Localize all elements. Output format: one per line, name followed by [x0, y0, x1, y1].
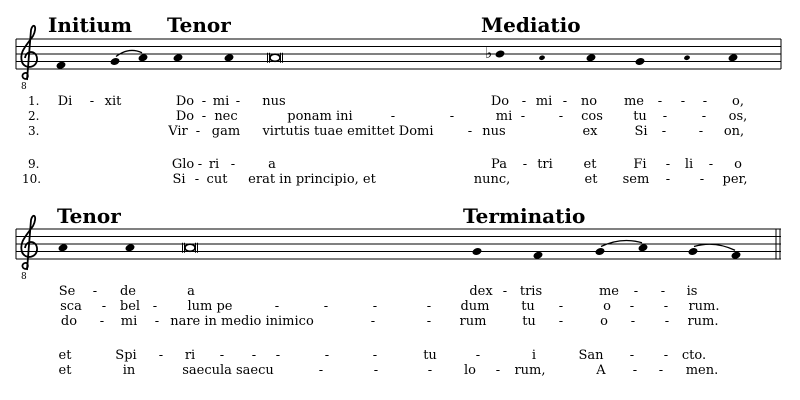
- lyric-syllable: -: [558, 109, 564, 124]
- lyric-syllable: -: [467, 124, 473, 139]
- lyric-syllable: Glo: [171, 157, 195, 172]
- lyric-syllable: -: [632, 363, 638, 378]
- lyric-syllable: men.: [685, 363, 719, 378]
- lyric-syllable: -: [390, 109, 396, 124]
- svg-text:8: 8: [21, 272, 27, 282]
- lyric-syllable: -: [680, 94, 686, 109]
- lyric-syllable: -: [701, 109, 707, 124]
- svg-text:8: 8: [21, 82, 27, 92]
- lyric-syllable: et: [584, 172, 598, 187]
- breve-note: [183, 243, 198, 253]
- heading-terminatio: Terminatio: [463, 204, 586, 228]
- lyric-syllable: -: [230, 157, 236, 172]
- lyric-syllable: on,: [723, 124, 745, 139]
- lyric-syllable: et: [583, 157, 597, 172]
- note-head: [538, 55, 545, 61]
- lyric-syllable: Si: [172, 172, 186, 187]
- lyric-syllable: nare in medio inimico: [170, 314, 314, 329]
- lyric-syllable: gam: [211, 124, 241, 139]
- verse-number: 10.: [22, 172, 42, 186]
- lyric-syllable: -: [251, 348, 257, 363]
- verse-number: 9.: [28, 157, 40, 171]
- lyric-syllable: ri: [184, 348, 196, 363]
- lyric-syllable: -: [495, 363, 501, 378]
- lyric-syllable: -: [197, 157, 203, 172]
- lyric-syllable: Fi: [633, 157, 647, 172]
- heading-mediatio: Mediatio: [481, 13, 581, 37]
- heading-initium: Initium: [48, 13, 133, 37]
- lyric-syllable: Pa: [491, 157, 507, 172]
- lyric-syllable: -: [89, 94, 95, 109]
- lyric-syllable: sca: [60, 299, 82, 314]
- lyric-syllable: Vir: [168, 124, 188, 139]
- lyric-syllable: -: [195, 124, 201, 139]
- lyric-syllable: -: [201, 94, 207, 109]
- lyric-syllable: -: [662, 109, 668, 124]
- lyric-syllable: -: [101, 299, 107, 314]
- lyric-syllable: me: [623, 94, 645, 109]
- lyric-syllable: -: [427, 363, 433, 378]
- lyric-syllable: -: [194, 172, 200, 187]
- lyric-syllable: -: [324, 348, 330, 363]
- staff-system-2: [16, 229, 781, 259]
- lyric-syllable: -: [235, 94, 241, 109]
- lyric-syllable: o,: [732, 94, 744, 109]
- lyric-syllable: et: [58, 363, 72, 378]
- verse-number: 1.: [28, 94, 40, 108]
- lyric-syllable: -: [522, 157, 528, 172]
- lyric-syllable: me: [598, 284, 620, 299]
- verse-number: 2.: [28, 109, 40, 123]
- lyric-syllable: in: [122, 363, 136, 378]
- lyric-syllable: o: [603, 299, 611, 314]
- slur: [694, 244, 735, 250]
- lyric-syllable: mi: [212, 94, 230, 109]
- note-head: [495, 49, 506, 58]
- lyric-syllable: A: [596, 363, 606, 378]
- lyric-syllable: -: [699, 172, 705, 187]
- heading-tenor-2: Tenor: [57, 204, 121, 228]
- verse-number: 3.: [28, 124, 40, 138]
- note-head: [635, 57, 646, 66]
- treble-8-clef-icon: [21, 26, 37, 92]
- lyric-syllable: rum,: [514, 363, 546, 378]
- lyric-syllable: -: [99, 314, 105, 329]
- lyric-syllable: -: [664, 314, 670, 329]
- lyric-syllable: tri: [537, 157, 553, 172]
- lyric-syllable: -: [372, 299, 378, 314]
- notes-system-1: [56, 44, 739, 70]
- lyric-syllable: xit: [104, 94, 122, 109]
- lyric-syllable: Do: [175, 109, 195, 124]
- note-head: [595, 247, 606, 256]
- lyric-syllable: et: [58, 348, 72, 363]
- lyric-syllable: -: [274, 299, 280, 314]
- lyric-syllable: -: [633, 284, 639, 299]
- lyric-syllable: is: [686, 284, 698, 299]
- treble-8-clef-icon: [21, 216, 37, 282]
- lyric-syllable: lum pe: [187, 299, 233, 314]
- lyric-syllable: -: [370, 314, 376, 329]
- lyric-syllable: -: [201, 109, 207, 124]
- lyric-syllable: ponam ini: [287, 109, 353, 124]
- lyric-syllable: -: [373, 363, 379, 378]
- lyric-syllable: -: [92, 284, 98, 299]
- lyric-syllable: virtutis tuae emittet Domi: [262, 124, 434, 139]
- heading-tenor: Tenor: [167, 13, 231, 37]
- lyric-syllable: a: [268, 157, 276, 172]
- lyrics-system-1: [58, 94, 748, 187]
- lyric-syllable: tu: [521, 299, 535, 314]
- lyric-syllable: -: [562, 94, 568, 109]
- lyric-syllable: bel: [119, 299, 141, 314]
- lyric-syllable: -: [520, 109, 526, 124]
- lyric-syllable: cto.: [681, 348, 707, 363]
- lyric-syllable: -: [158, 348, 164, 363]
- lyric-syllable: -: [665, 157, 671, 172]
- lyric-syllable: ri: [208, 157, 220, 172]
- lyric-syllable: dum: [460, 299, 490, 314]
- lyric-syllable: tu: [522, 314, 536, 329]
- lyric-syllable: -: [275, 348, 281, 363]
- lyric-syllable: mi: [495, 109, 513, 124]
- lyric-syllable: -: [154, 314, 160, 329]
- lyric-syllable: nunc,: [473, 172, 511, 187]
- lyric-syllable: nus: [262, 94, 286, 109]
- lyric-syllable: Spi: [115, 348, 137, 363]
- lyric-syllable: de: [119, 284, 137, 299]
- lyric-syllable: -: [660, 284, 666, 299]
- lyric-syllable: lo: [464, 363, 476, 378]
- lyric-syllable: -: [698, 124, 704, 139]
- breve-note: [268, 53, 283, 63]
- slur: [116, 50, 142, 56]
- lyric-syllable: Do: [490, 94, 510, 109]
- lyric-syllable: -: [630, 314, 636, 329]
- note-head: [688, 247, 699, 256]
- lyric-syllable: Do: [175, 94, 195, 109]
- lyric-syllable: mi: [120, 314, 138, 329]
- lyric-syllable: Di: [57, 94, 73, 109]
- lyric-syllable: cos: [581, 109, 603, 124]
- lyric-syllable: -: [449, 109, 455, 124]
- lyric-syllable: tu: [633, 109, 647, 124]
- lyric-syllable: ex: [582, 124, 598, 139]
- lyric-syllable: -: [629, 348, 635, 363]
- lyric-syllable: a: [187, 284, 195, 299]
- lyric-syllable: os,: [728, 109, 748, 124]
- lyric-syllable: -: [219, 348, 225, 363]
- lyric-syllable: -: [629, 299, 635, 314]
- lyric-syllable: per,: [722, 172, 748, 187]
- lyric-syllable: -: [658, 363, 664, 378]
- lyric-syllable: San: [578, 348, 604, 363]
- lyric-syllable: dex: [469, 284, 493, 299]
- lyric-syllable: cut: [206, 172, 228, 187]
- lyric-syllable: Se: [58, 284, 76, 299]
- lyric-syllable: rum.: [688, 299, 720, 314]
- lyric-syllable: -: [657, 94, 663, 109]
- lyric-syllable: rum: [459, 314, 487, 329]
- lyric-syllable: rum.: [687, 314, 719, 329]
- lyric-syllable: tu: [423, 348, 437, 363]
- slur: [601, 240, 642, 246]
- lyric-syllable: no: [580, 94, 598, 109]
- lyric-syllable: -: [663, 299, 669, 314]
- note-head: [110, 57, 121, 66]
- lyric-syllable: -: [426, 299, 432, 314]
- lyric-syllable: -: [475, 348, 481, 363]
- lyric-syllable: -: [558, 299, 564, 314]
- lyric-syllable: o: [734, 157, 742, 172]
- lyric-syllable: -: [702, 94, 708, 109]
- flat-icon: ♭: [485, 44, 493, 62]
- lyric-syllable: sem: [622, 172, 650, 187]
- staff-system-1: [16, 39, 781, 69]
- note-head: [683, 55, 690, 61]
- lyric-syllable: nec: [214, 109, 238, 124]
- lyric-syllable: -: [663, 348, 669, 363]
- lyric-syllable: -: [426, 314, 432, 329]
- lyric-syllable: -: [708, 157, 714, 172]
- lyric-syllable: o: [600, 314, 608, 329]
- lyric-syllable: i: [531, 348, 537, 363]
- note-head: [472, 247, 483, 256]
- notes-system-2: [58, 240, 742, 259]
- lyrics-system-2: [59, 284, 720, 378]
- lyric-syllable: -: [372, 348, 378, 363]
- lyric-syllable: mi: [535, 94, 553, 109]
- lyric-syllable: tris: [519, 284, 543, 299]
- lyric-syllable: -: [318, 363, 324, 378]
- lyric-syllable: do: [60, 314, 78, 329]
- lyric-syllable: nus: [482, 124, 506, 139]
- lyric-syllable: Si: [634, 124, 648, 139]
- lyric-syllable: -: [665, 172, 671, 187]
- lyric-syllable: -: [502, 284, 508, 299]
- lyric-syllable: -: [558, 314, 564, 329]
- lyric-syllable: -: [521, 94, 527, 109]
- lyric-syllable: erat in principio, et: [248, 172, 376, 187]
- lyric-syllable: -: [323, 299, 329, 314]
- lyric-syllable: li: [684, 157, 694, 172]
- lyric-syllable: -: [661, 124, 667, 139]
- lyric-syllable: saecula saecu: [182, 363, 274, 378]
- lyric-syllable: -: [152, 299, 158, 314]
